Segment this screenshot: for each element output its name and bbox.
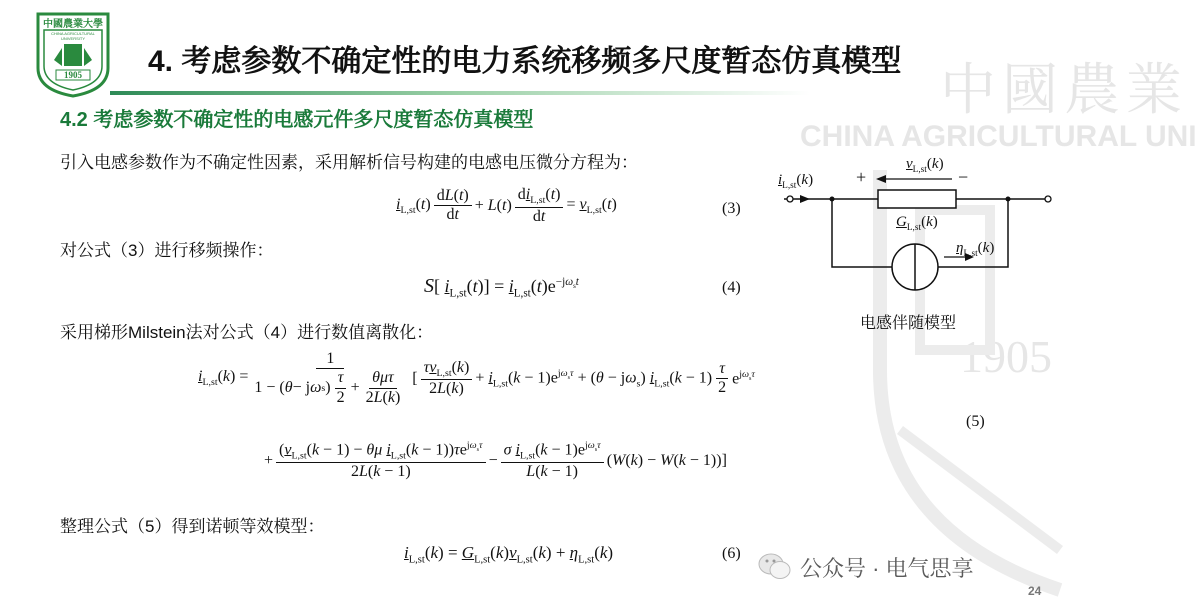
watermark-en: CHINA AGRICULTURAL UNI — [800, 120, 1197, 153]
equation-3-number: (3) — [722, 200, 741, 217]
equation-5-line-2: + $\frac{(v_{L,st}(k - 1) - \theta\mu i_{L,st}(k - 1))\tau e^{j\omega_s\tau}}{2L(k - 1)}$ − $\frac{\sigma i_{L,st}(k - 1)e^{j\omega_s\tau}}{L(k - 1)}$ (W(k) − W(k − 1))] — [264, 440, 727, 480]
equation-5-line-1: $i_{L,st}(k)$ = 1 1 − ( θ − j ω s ) $\frac{\tau}{2}$ + $\frac{\text{θμτ}}{2L(k)}$ [ $\frac{\tau v_{L,st}(k)}{2L(k)}$ + $i_{L,st}(k - 1)e^{j\omega_s\tau} + (\theta - j\omega_s) i_{L,st}(k - 1)$ $\frac{\tau}{2}$ $e^{j\omega_s\tau}$ — [198, 350, 755, 406]
paragraph-2: 对公式（3）进行移频操作： — [60, 241, 274, 260]
circuit-label-v: $v_{L,st}(k)$ — [906, 156, 944, 175]
paragraph-4: 整理公式（5）得到诺顿等效模型： — [60, 517, 325, 536]
university-logo — [34, 10, 112, 98]
circuit-minus: − — [958, 167, 969, 187]
circuit-label-eta: $\eta_{L,st}(k)$ — [956, 240, 995, 259]
watermark-year: 1905 — [960, 331, 1052, 382]
circuit-label-g: $G_{L,st}(k)$ — [896, 214, 938, 233]
equation-6-number: (6) — [722, 545, 741, 562]
circuit-plus: + — [856, 167, 867, 187]
equation-3: $i_{L,st}(t)$ $\frac{dL(t)}{dt}$ + L(t) $\frac{di_{L,st}(t)}{dt}$ = $v_{L,st}(t)$ — [396, 186, 617, 225]
equation-5-number: (5) — [966, 413, 985, 430]
logo-top-text: 中國農業大學 — [43, 19, 103, 30]
wechat-icon — [758, 552, 792, 582]
equation-6: $i_{L,st}(k) = G_{L,st}(k)v_{L,st}(k) + \eta_{L,st}(k)$ — [404, 543, 614, 566]
wechat-account-label: 公众号 · 电气思享 — [800, 556, 974, 581]
circuit-label-i: $i_{L,st}(k)$ — [778, 172, 814, 191]
page-number: 24 — [1028, 584, 1042, 598]
logo-year: 1905 — [64, 70, 82, 80]
title-divider — [110, 91, 810, 95]
section-subtitle: 4.2 考虑参数不确定性的电感元件多尺度暂态仿真模型 — [60, 109, 534, 131]
paragraph-3: 采用梯形Milstein法对公式（4）进行数值离散化： — [60, 323, 434, 342]
paragraph-1: 引入电感参数作为不确定性因素，采用解析信号构建的电感电压微分方程为： — [60, 153, 638, 172]
equation-4: S[ $i_{L,st}(t)] = i_{L,st}(t)e^{-j\omega_st}$ — [424, 275, 579, 300]
logo-ring-text: CHINA AGRICULTURAL UNIVERSITY — [51, 31, 95, 41]
equation-4-number: (4) — [722, 279, 741, 296]
circuit-caption: 电感伴随模型 — [860, 315, 957, 332]
slide-title: 4. 考虑参数不确定性的电力系统移频多尺度暂态仿真模型 — [148, 45, 902, 78]
watermark-chars: 中國農業 — [940, 60, 1188, 122]
